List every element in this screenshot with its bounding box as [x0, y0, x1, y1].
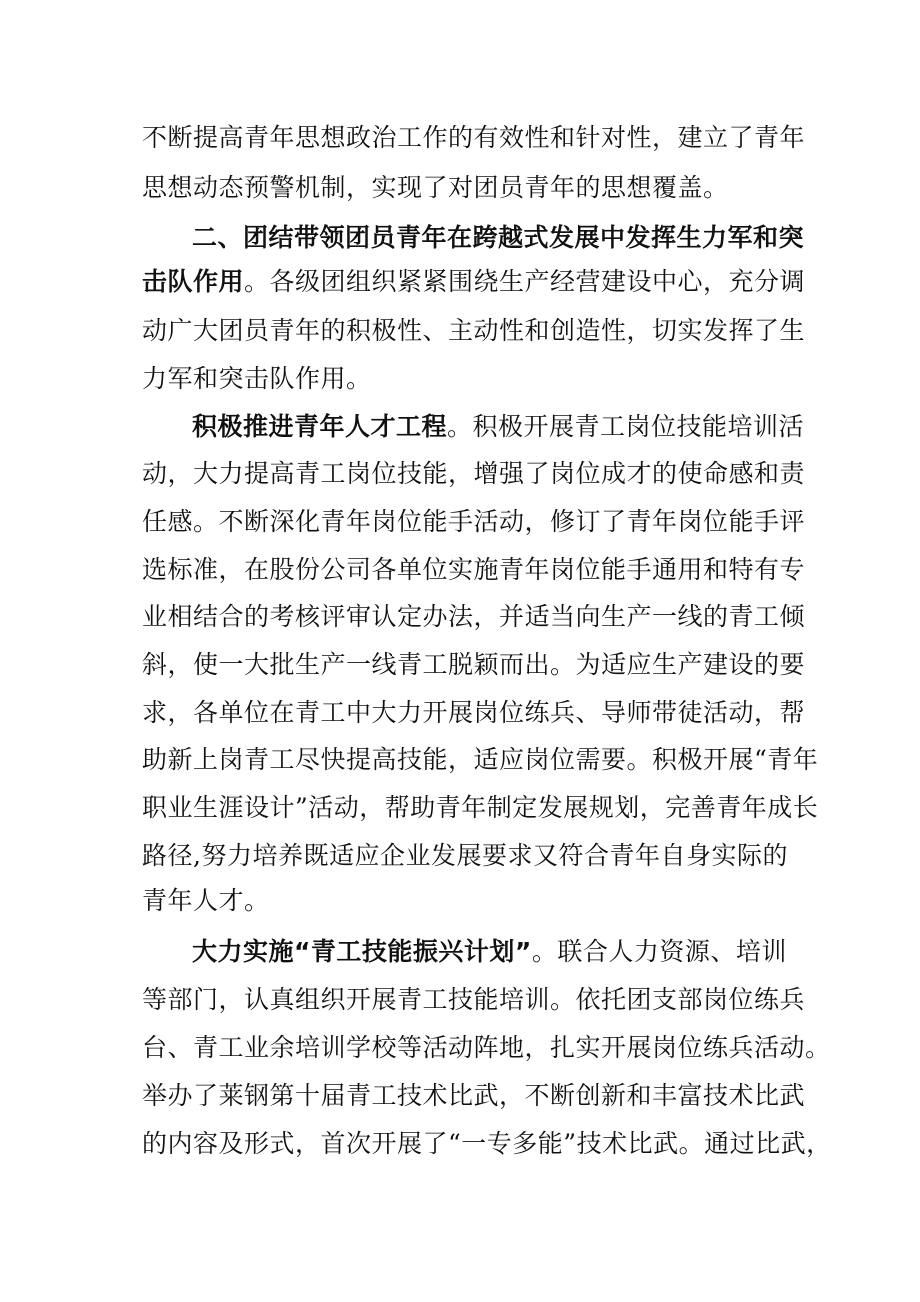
paragraph-line: 青年人才。 [142, 886, 270, 915]
paragraph-line: 的内容及形式，首次开展了“一专多能”技术比武。通过比武， [142, 1129, 832, 1158]
paragraph-line: 动，大力提高青工岗位技能，增强了岗位成才的使命感和责 [142, 459, 806, 488]
paragraph-line: 台、青工业余培训学校等活动阵地，扎实开展岗位练兵活动。 [142, 1033, 831, 1062]
paragraph-line [142, 265, 806, 299]
paragraph-line [192, 935, 802, 969]
paragraph-line: 不断提高青年思想政治工作的有效性和针对性，建立了青年 [142, 123, 806, 152]
section-heading: 二、团结带领团员青年在跨越式发展中发挥生力军和突 [192, 223, 805, 252]
section-heading-tail: 击队作用 [142, 267, 245, 296]
paragraph-text: 。联合人力资源、培训 [531, 937, 787, 966]
paragraph-line: 任感。不断深化青年岗位能手活动，修订了青年岗位能手评 [142, 507, 806, 536]
paragraph-line: 等部门，认真组织开展青工技能培训。依托团支部岗位练兵 [142, 985, 806, 1014]
subsection-heading: 积极推进青年人才工程 [192, 412, 448, 441]
paragraph-line: 斜，使一大批生产一线青工脱颖而出。为适应生产建设的要 [142, 650, 806, 679]
paragraph-line: 助新上岗青工尽快提高技能，适应岗位需要。积极开展“青年 [142, 745, 819, 774]
paragraph-line: 求，各单位在青工中大力开展岗位练兵、导师带徒活动，帮 [142, 698, 806, 727]
paragraph-line: 力军和突击队作用。 [142, 364, 372, 393]
paragraph-line: 动广大团员青年的积极性、主动性和创造性，切实发挥了生 [142, 316, 806, 345]
paragraph-line: 选标准，在股份公司各单位实施青年岗位能手通用和特有专 [142, 555, 806, 584]
paragraph-line [192, 410, 805, 444]
subsection-heading: 大力实施“青工技能振兴计划” [192, 937, 532, 966]
paragraph-text: 。积极开展青工岗位技能培训活 [447, 412, 805, 441]
paragraph-line: 业相结合的考核评审认定办法，并适当向生产一线的青工倾 [142, 602, 806, 631]
paragraph-line: 思想动态预警机制，实现了对团员青年的思想覆盖。 [142, 173, 729, 202]
paragraph-line: 举办了莱钢第十届青工技术比武，不断创新和丰富技术比武 [142, 1081, 806, 1110]
paragraph-line: 路径,努力培养既适应企业发展要求又符合青年自身实际的 [142, 841, 788, 870]
paragraph-line: 职业生涯设计”活动，帮助青年制定发展规划，完善青年成长 [142, 793, 819, 822]
paragraph-text: 。各级团组织紧紧围绕生产经营建设中心，充分调 [244, 267, 806, 296]
